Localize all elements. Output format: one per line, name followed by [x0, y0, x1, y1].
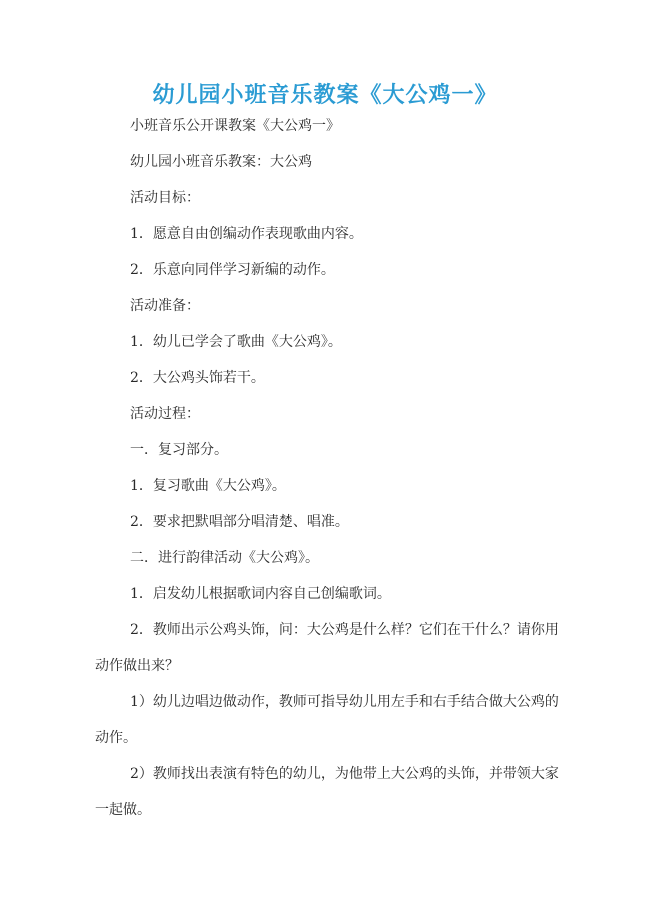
- paragraph-text: 2．教师出示公鸡头饰，问：大公鸡是什么样？它们在干什么？请你用动作做出来？: [95, 622, 559, 674]
- wrapped-paragraph: [95, 612, 565, 684]
- list-item: 1．复习歌曲《大公鸡》。: [130, 478, 286, 494]
- wrapped-paragraph: [95, 684, 565, 756]
- paragraph: 幼儿园小班音乐教案：大公鸡: [130, 154, 312, 170]
- paragraph-text: 2）教师找出表演有特色的幼儿，为他带上大公鸡的头饰，并带领大家一起做。: [95, 766, 559, 818]
- list-item: 一．复习部分。: [130, 442, 228, 458]
- list-item: 2．大公鸡头饰若干。: [130, 370, 265, 386]
- document-title: 幼儿园小班音乐教案《大公鸡一》: [152, 83, 498, 108]
- paragraph: 小班音乐公开课教案《大公鸡一》: [130, 118, 340, 134]
- list-item: 2．要求把默唱部分唱清楚、唱准。: [130, 514, 349, 530]
- section-heading: 活动准备：: [130, 298, 200, 314]
- paragraph-text: 1）幼儿边唱边做动作，教师可指导幼儿用左手和右手结合做大公鸡的动作。: [95, 694, 559, 746]
- section-heading: 活动过程：: [130, 406, 200, 422]
- list-item: 2．乐意向同伴学习新编的动作。: [130, 262, 335, 278]
- section-heading: 活动目标：: [130, 190, 200, 206]
- list-item: 1．幼儿已学会了歌曲《大公鸡》。: [130, 334, 342, 350]
- wrapped-paragraph: [95, 756, 565, 828]
- list-item: 1．启发幼儿根据歌词内容自己创编歌词。: [130, 586, 391, 602]
- document-body: [95, 117, 565, 837]
- list-item: 1．愿意自由创编动作表现歌曲内容。: [130, 226, 363, 242]
- list-item: 二．进行韵律活动《大公鸡》。: [130, 550, 319, 566]
